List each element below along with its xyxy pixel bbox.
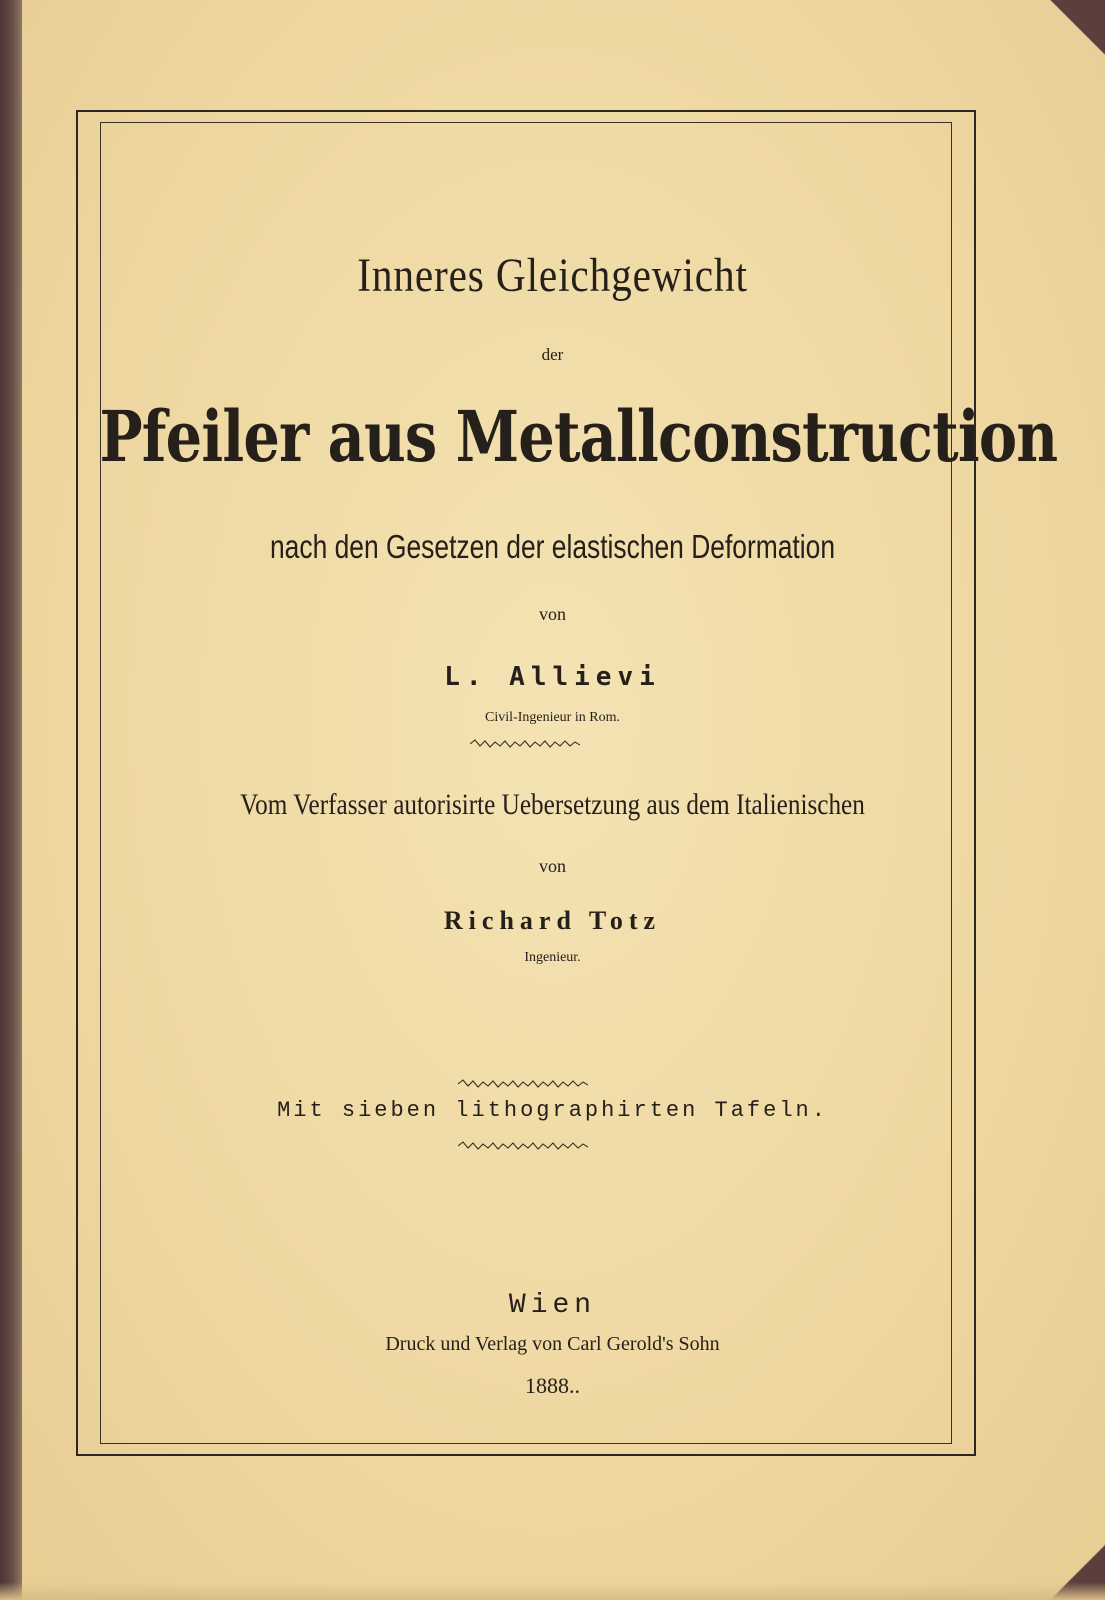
wavy-ornament-2 [458, 1078, 588, 1090]
imprint-year: 1888.. [525, 1373, 580, 1398]
title-line-2: der [541, 345, 564, 364]
plates-note: Mit sieben lithographirten Tafeln. [277, 1098, 828, 1123]
imprint-publisher: Druck und Verlag von Carl Gerold's Sohn [385, 1333, 720, 1355]
author-von: von [539, 604, 566, 624]
subtitle: nach den Gesetzen der elastischen Deformation [270, 528, 835, 565]
inner-border-frame [100, 122, 952, 1444]
title-line-1: Inneres Gleichgewicht [357, 249, 748, 302]
imprint-city: Wien [508, 1290, 597, 1321]
wavy-ornament-3 [458, 1140, 588, 1152]
translator-name: Richard Totz [443, 906, 662, 935]
author-role: Civil-Ingenieur in Rom. [485, 710, 620, 725]
author-name: L. Allievi [444, 662, 661, 692]
translation-note: Vom Verfasser autorisirte Uebersetzung aus dem Italienischen [240, 788, 865, 821]
book-spine-edge [0, 0, 22, 1600]
translator-role: Ingenieur. [524, 950, 581, 965]
translator-von: von [539, 856, 566, 876]
wavy-ornament-1 [470, 738, 580, 750]
page-bottom-edge [0, 1582, 1105, 1600]
main-title: Pfeiler aus Metallconstruction [99, 395, 1058, 478]
binding-corner-top-right [1045, 0, 1105, 60]
